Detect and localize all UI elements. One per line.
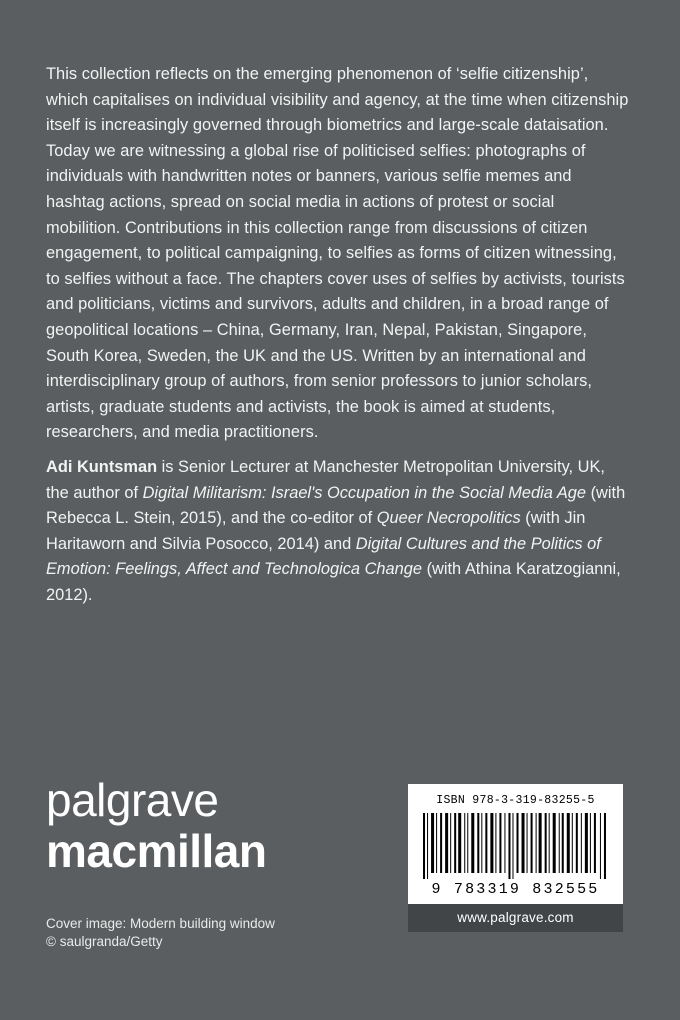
publisher-logo-line-2: macmillan — [46, 825, 267, 877]
bio-part-1: is Senior Lecturer at Manchester Metropolitan University, UK, the author of — [46, 458, 605, 502]
cover-credit-line-1: Cover image: Modern building window — [46, 916, 275, 931]
isbn-barcode-block — [408, 784, 623, 932]
barcode-bars-icon — [420, 813, 611, 879]
publisher-logo — [46, 775, 267, 877]
isbn-label: ISBN 978-3-319-83255-5 — [436, 794, 595, 807]
blurb-text: This collection reflects on the emerging phenomenon of ‘selfie citizenship’, which capitalises on individual visibility and agency, at the time when citizenship itself is increasingly governed through biometrics and large-scale dataisation. Today we are witnessing a global rise of politicised selfies: photographs of individuals with handwritten notes or banners, various selfie memes and hashtag actions, spread on social media in actions of protest or social mobilition. Contributions in this collection range from discussions of citizen engagement, to political campaigning, to selfies as forms of citizen witnessing, to selfies without a face. The chapters cover uses of selfies by activists, tourists and politicians, victims and survivors, adults and children, in a broad range of geopolitical locations – China, Germany, Iran, Nepal, Pakistan, Singapore, South Korea, Sweden, the UK and the US. Written by an international and interdisciplinary group of authors, from senior professors to junior scholars, artists, graduate students and activists, the book is aimed at students, researchers, and media practitioners. — [46, 65, 629, 442]
publisher-logo-line-1: palgrave — [46, 774, 219, 826]
book-blurb — [46, 62, 630, 446]
bio-title-1: Digital Militarism: Israel's Occupation in the Social Media Age — [142, 483, 587, 502]
cover-credit-line-2: © saulgranda/Getty — [46, 934, 163, 949]
author-name: Adi Kuntsman — [46, 458, 158, 476]
barcode-panel — [408, 784, 623, 904]
bio-part-3: (with Jin Haritaworn and Silvia Posocco, 2014) and — [46, 509, 586, 553]
isbn-digits: 9 783319 832555 — [431, 881, 600, 898]
author-bio — [46, 455, 630, 609]
cover-image-credit — [46, 915, 275, 951]
publisher-url[interactable]: www.palgrave.com — [408, 904, 623, 932]
bio-title-3: Digital Cultures and the Politics of Emotion: Feelings, Affect and Technologica Change — [46, 534, 601, 579]
bio-part-2: (with Rebecca L. Stein, 2015), and the co-editor of — [46, 483, 626, 528]
bio-part-4: (with Athina Karatzogianni, 2012). — [46, 560, 621, 604]
bio-title-2: Queer Necropolitics — [376, 509, 521, 528]
